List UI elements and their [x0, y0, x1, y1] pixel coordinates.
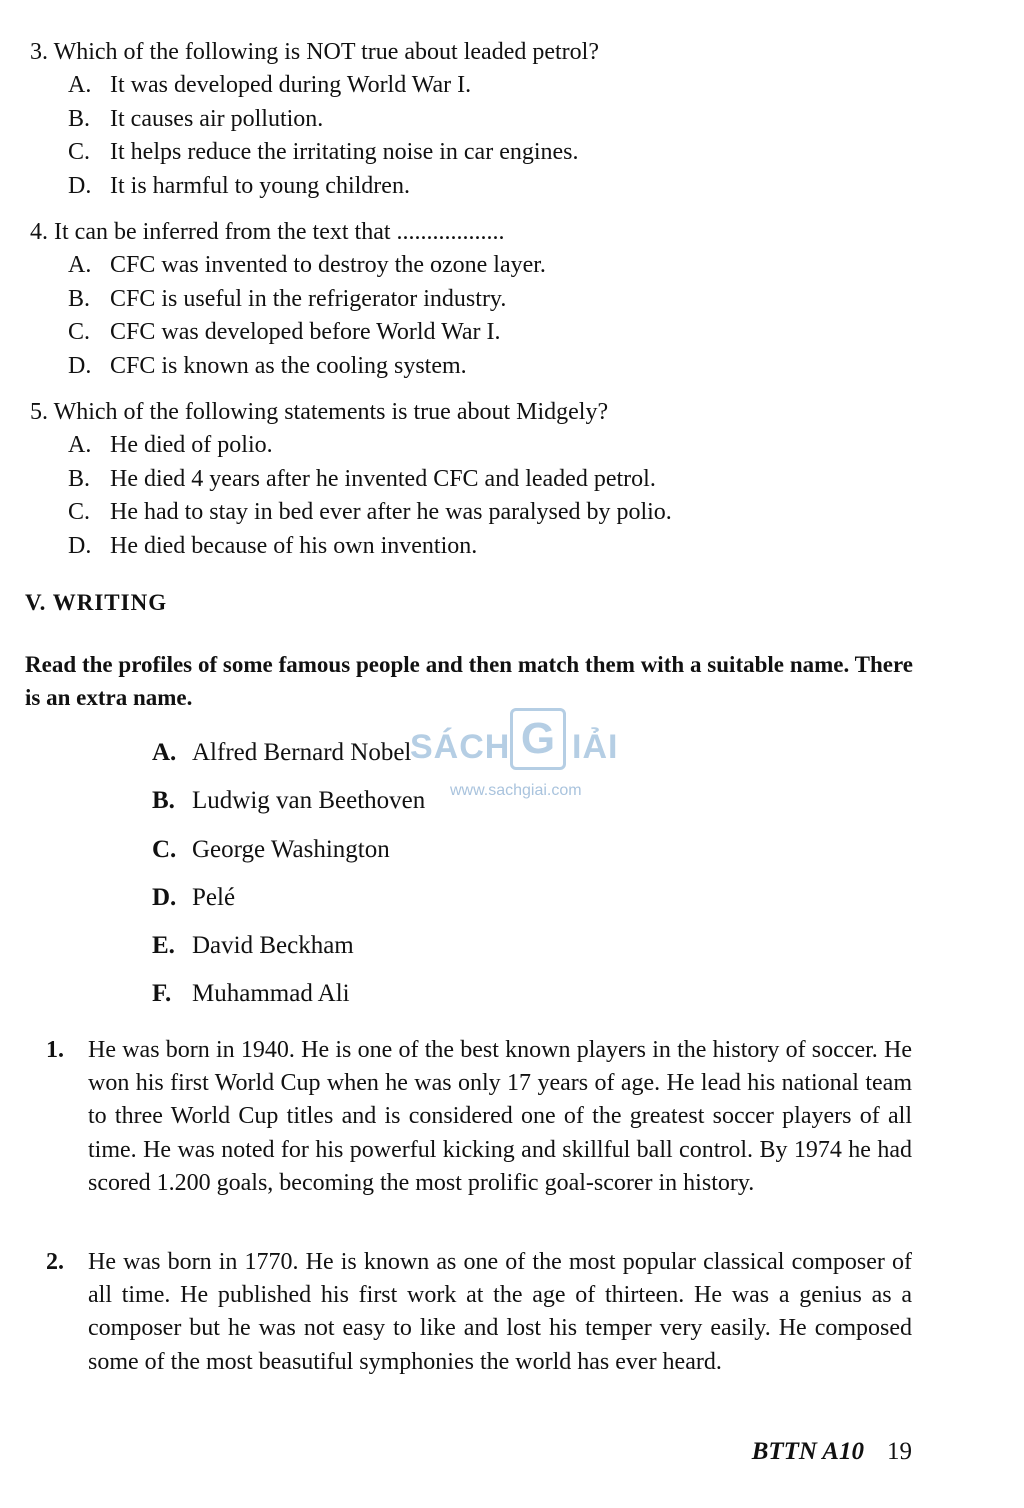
option-text: CFC is useful in the refrigerator industry.	[110, 285, 507, 312]
option-text: He died because of his own invention.	[110, 532, 478, 559]
question-number: 5.	[30, 399, 48, 425]
option-text: It causes air pollution.	[110, 105, 324, 132]
name-option-d	[152, 879, 425, 927]
option-text: He had to stay in bed ever after he was paralysed by polio.	[110, 499, 672, 525]
answer-option-a	[30, 69, 930, 103]
watermark-url: www.sachgiai.com	[450, 782, 582, 799]
option-text: It is harmful to young children.	[110, 172, 410, 199]
answer-option-d	[30, 170, 930, 204]
profile-text: He was born in 1770. He is known as one of the most popular classical composer of all time. He published his first work at the age of thirteen. He was a genius as a composer but he was not easy to like and lost his temper very easily. He composed some of the most beasutiful symphonies the world has ever heard.	[88, 1249, 912, 1375]
page-number: 19	[887, 1438, 912, 1465]
name-letter: E.	[152, 932, 175, 960]
answer-option-b	[30, 463, 930, 497]
option-text: He died of polio.	[110, 432, 273, 458]
person-name: David Beckham	[192, 932, 354, 960]
profile-2	[40, 1246, 912, 1379]
name-option-e	[152, 927, 425, 975]
question-5	[30, 396, 930, 563]
question-number: 4.	[30, 219, 48, 245]
option-letter: D.	[68, 172, 92, 199]
person-name: Muhammad Ali	[192, 980, 350, 1008]
answer-option-a	[30, 429, 930, 463]
profile-1	[40, 1034, 912, 1200]
watermark-left-text: SÁCH	[410, 728, 511, 766]
question-text: It can be inferred from the text that ..................	[54, 219, 505, 245]
option-letter: D.	[68, 352, 92, 379]
name-option-c	[152, 831, 425, 879]
option-text: It helps reduce the irritating noise in car engines.	[110, 139, 579, 165]
option-letter: B.	[68, 285, 91, 312]
person-name: George Washington	[192, 835, 390, 863]
person-name: Pelé	[192, 883, 236, 911]
answer-option-b	[30, 103, 930, 137]
option-text: He died 4 years after he invented CFC and leaded petrol.	[110, 465, 656, 492]
option-letter: B.	[68, 465, 91, 492]
answer-option-d	[30, 350, 930, 384]
watermark-logo	[410, 708, 620, 800]
answer-options	[30, 69, 930, 203]
question-number: 3.	[30, 39, 48, 65]
name-option-a	[152, 734, 425, 782]
watermark-right-text: IẢI	[572, 728, 619, 766]
person-name: Ludwig van Beethoven	[192, 787, 426, 815]
option-letter: A.	[68, 432, 92, 458]
name-option-f	[152, 975, 425, 1023]
option-letter: A.	[68, 252, 92, 278]
option-text: CFC is known as the cooling system.	[110, 352, 467, 379]
option-text: CFC was invented to destroy the ozone layer.	[110, 252, 546, 278]
profile-text: He was born in 1940. He is one of the best known players in the history of soccer. He won his first World Cup when he was only 17 years of age. He lead his national team to three World Cup titles and is considered one of the greatest soccer players of all time. He was noted for his powerful kicking and skillful ball control. By 1974 he had scored 1.200 goals, becoming the most prolific goal-scorer in history.	[88, 1037, 912, 1196]
option-letter: C.	[68, 499, 91, 525]
option-letter: B.	[68, 105, 91, 132]
writing-instructions: Read the profiles of some famous people and then match them with a suitable name. There is an extra name.	[25, 652, 913, 710]
answer-option-c	[30, 136, 930, 170]
answer-options	[30, 429, 930, 563]
person-name: Alfred Bernard Nobel	[192, 739, 412, 766]
name-letter: B.	[152, 787, 175, 815]
option-letter: C.	[68, 319, 91, 345]
answer-option-d	[30, 530, 930, 564]
name-option-b	[152, 782, 425, 830]
profile-number: 1.	[46, 1037, 64, 1063]
question-4	[30, 216, 930, 383]
option-letter: A.	[68, 72, 92, 98]
book-code: BTTN A10	[751, 1438, 864, 1465]
option-text: CFC was developed before World War I.	[110, 319, 501, 345]
name-letter: F.	[152, 980, 172, 1008]
answer-option-c	[30, 316, 930, 350]
answer-option-a	[30, 249, 930, 283]
name-letter: D.	[152, 883, 177, 911]
option-text: It was developed during World War I.	[110, 72, 472, 98]
option-letter: C.	[68, 139, 91, 165]
watermark-box-letter: G	[510, 708, 566, 770]
question-stem	[30, 396, 930, 429]
answer-options	[30, 249, 930, 383]
question-text: Which of the following is NOT true about leaded petrol?	[53, 39, 599, 65]
question-text: Which of the following statements is true about Midgely?	[53, 399, 609, 425]
name-options-list	[152, 734, 425, 1024]
section-heading-writing: V. WRITING	[25, 590, 168, 615]
question-stem	[30, 216, 930, 249]
option-letter: D.	[68, 532, 92, 559]
profile-number: 2.	[46, 1249, 64, 1275]
name-letter: A.	[152, 739, 177, 766]
answer-option-c	[30, 496, 930, 530]
answer-option-b	[30, 283, 930, 317]
question-stem	[30, 36, 930, 69]
question-3	[30, 36, 930, 203]
name-letter: C.	[152, 835, 177, 863]
